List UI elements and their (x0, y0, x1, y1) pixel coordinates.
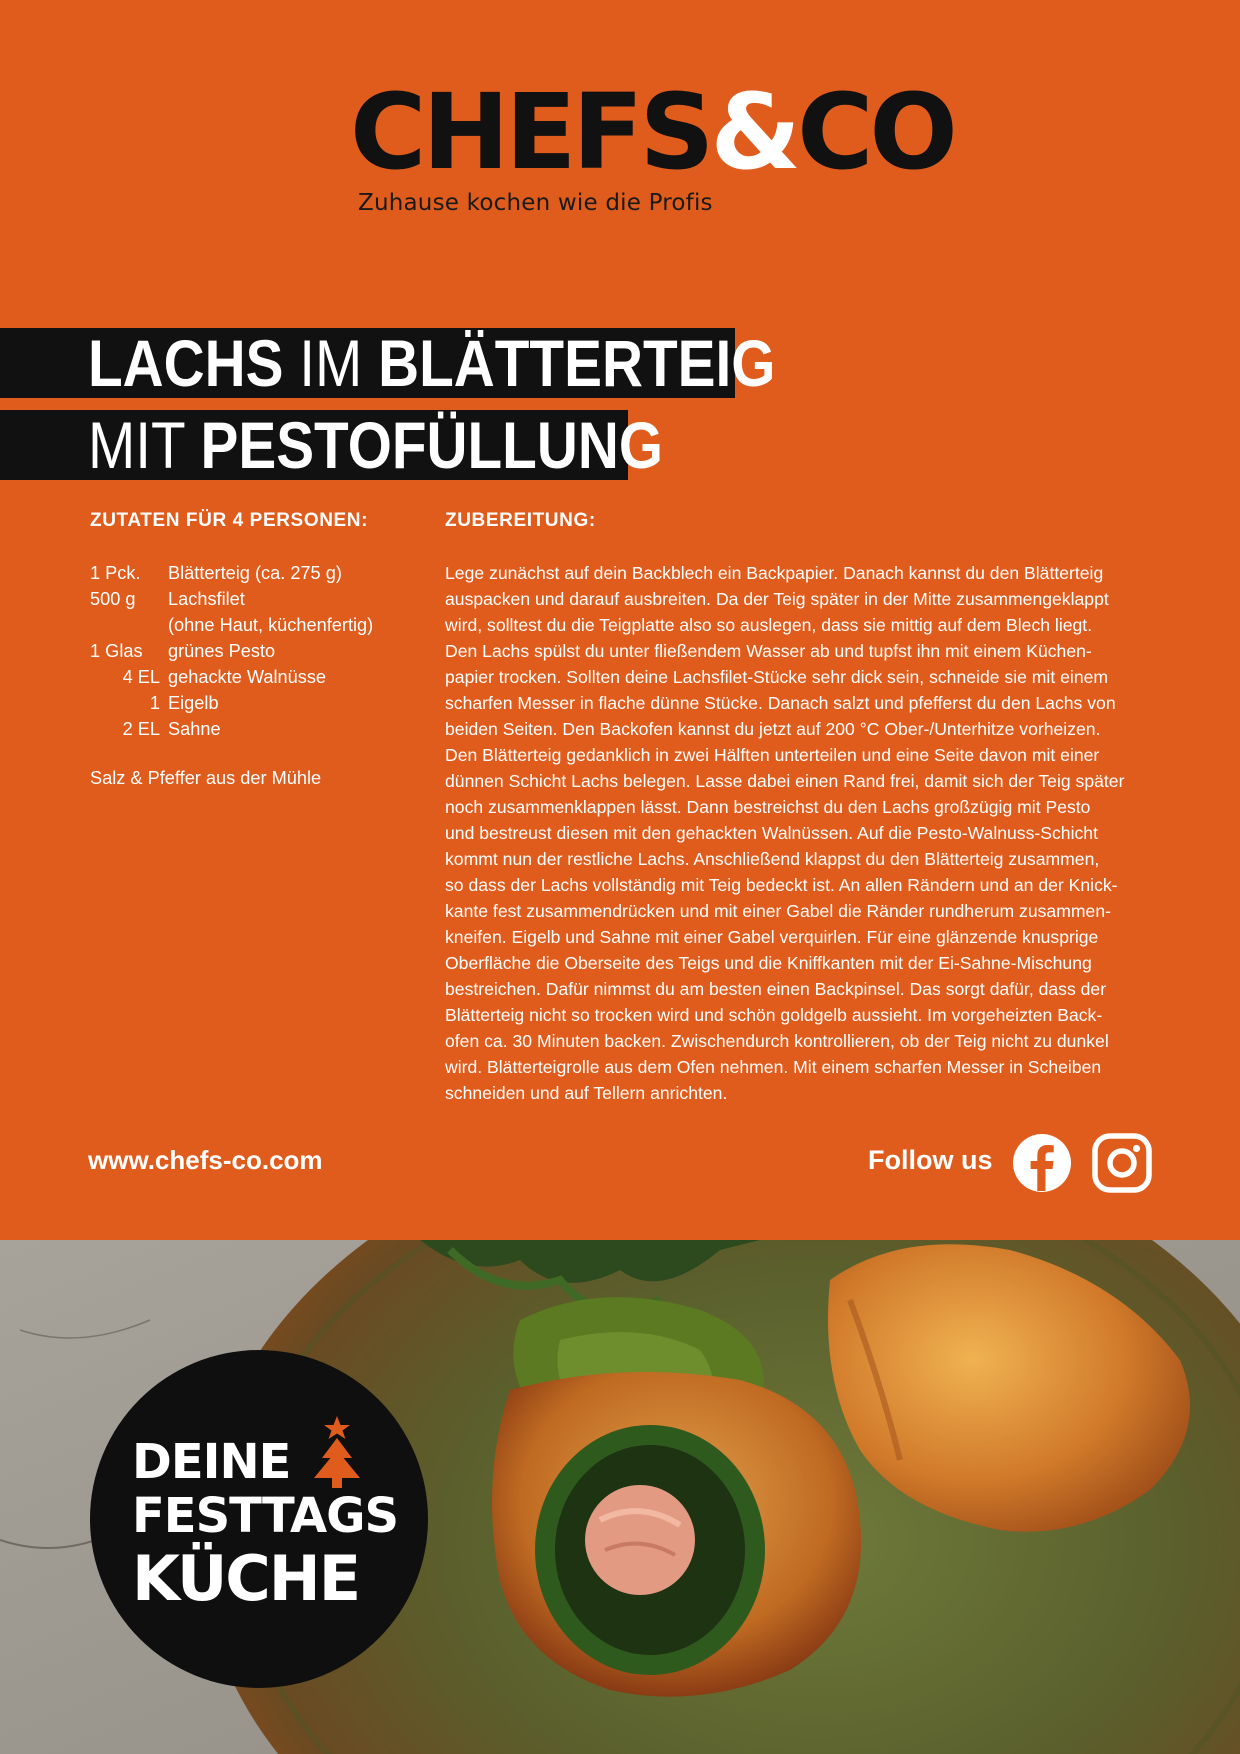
preparation-line: wird, solltest du die Teigplatte also so auslegen, dass sie mittig auf dem Blech liegt. (445, 615, 1093, 635)
instagram-icon[interactable] (1092, 1133, 1152, 1193)
preparation-line: Lege zunächst auf dein Backblech ein Backpapier. Danach kannst du den Blätterteig (445, 563, 1104, 583)
ingredient-row (90, 638, 430, 664)
preparation-line: und bestreust diesen mit den gehackten Walnüssen. Auf die Pesto-Walnuss-Schicht (445, 823, 1098, 843)
preparation-line: kneifen. Eigelb und Sahne mit einer Gabel verquirlen. Für eine glänzende knusprige (445, 927, 1099, 947)
title-bar-line-1 (0, 326, 776, 400)
preparation-line: wird. Blätterteigrolle aus dem Ofen nehmen. Mit einem scharfen Messer in Scheiben (445, 1057, 1102, 1077)
title-bar-line-2 (0, 408, 663, 482)
ingredient-qty: 2 EL (122, 719, 160, 739)
preparation-text (445, 560, 1157, 1106)
ingredient-name: Lachsfilet (168, 589, 245, 609)
ingredient-qty: 500 g (90, 589, 136, 609)
ingredient-row (90, 612, 430, 638)
ingredient-qty (90, 612, 168, 638)
ingredients-heading: ZUTATEN FÜR 4 PERSONEN: (90, 510, 369, 531)
preparation-line: dünnen Schicht Lachs belegen. Lasse dabei einen Rand frei, damit sich der Teig später (445, 771, 1125, 791)
badge-line-3: KÜCHE (132, 1542, 360, 1615)
ingredient-qty: 4 EL (122, 667, 160, 687)
ingredient-qty: 1 Glas (90, 641, 143, 661)
preparation-line: kante fest zusammendrücken und mit einer Gabel die Ränder rundherum zusammen- (445, 901, 1111, 921)
seasoning-note: Salz & Pfeffer aus der Mühle (90, 768, 322, 788)
logo-main-text: CHEFS (350, 71, 711, 193)
preparation-line: scharfen Messer in flache dünne Stücke. Danach salzt und pfefferst du den Lachs von (445, 693, 1116, 713)
ingredient-qty: 1 Pck. (90, 563, 141, 583)
ingredient-name: Eigelb (168, 693, 219, 713)
logo-ampersand: & (710, 71, 798, 193)
ingredient-row (90, 664, 430, 690)
facebook-icon[interactable] (1012, 1133, 1072, 1193)
ingredient-row (90, 690, 430, 716)
preparation-line: auspacken und darauf ausbreiten. Da der Teig später in der Mitte zusammengeklappt (445, 589, 1109, 609)
preparation-line: Oberfläche die Oberseite des Teigs und die Kniffkanten mit der Ei-Sahne-Mischung (445, 953, 1092, 973)
ingredient-row (90, 560, 430, 586)
title-word-pestofuellung: PESTOFÜLLUNG (200, 408, 663, 482)
follow-us-label: Follow us (868, 1145, 993, 1175)
ingredients-list (90, 560, 430, 742)
title-word-mit: MIT (88, 408, 201, 482)
christmas-tree-icon (308, 1416, 366, 1492)
preparation-line: papier trocken. Sollten deine Lachsfilet-Stücke sehr dick sein, schneide sie mit einem (445, 667, 1109, 687)
preparation-line: Den Blätterteig gedanklich in zwei Hälften unterteilen und eine Seite davon mit einer (445, 745, 1100, 765)
badge-line-2: FESTTAGS (132, 1488, 399, 1544)
preparation-line: beiden Seiten. Den Backofen kannst du jetzt auf 200 °C Ober-/Unterhitze vorheizen. (445, 719, 1101, 739)
brand-tagline: Zuhause kochen wie die Profis (358, 190, 713, 216)
title-word-blaetterteig: BLÄTTERTEIG (378, 326, 776, 400)
preparation-heading: ZUBEREITUNG: (445, 510, 596, 531)
website-link[interactable]: www.chefs-co.com (88, 1145, 323, 1175)
ingredient-name: Sahne (168, 719, 221, 739)
preparation-line: Blätterteig nicht so trocken wird und schön goldgelb aussieht. Im vorgeheizten Back- (445, 1005, 1103, 1025)
title-word-lachs: LACHS (88, 326, 284, 400)
preparation-line: bestreichen. Dafür nimmst du am besten einen Backpinsel. Das sorgt dafür, dass der (445, 979, 1107, 999)
festive-badge (90, 1350, 428, 1688)
title-word-im: IM (283, 326, 379, 400)
badge-line-1: DEINE (132, 1434, 291, 1490)
ingredient-qty: 1 (149, 693, 160, 713)
ingredient-name: grünes Pesto (168, 641, 276, 661)
ingredient-name: (ohne Haut, küchenfertig) (168, 615, 374, 635)
preparation-line: Den Lachs spülst du unter fließendem Wasser ab und tupfst ihn mit einem Küchen- (445, 641, 1092, 661)
ingredient-name: gehackte Walnüsse (168, 667, 327, 687)
ingredient-row (90, 716, 430, 742)
preparation-line: kommt nun der restliche Lachs. Anschließend klappst du den Blätterteig zusammen, (445, 849, 1100, 869)
preparation-line: noch zusammenklappen lässt. Dann bestreichst du den Lachs großzügig mit Pesto (445, 797, 1091, 817)
brand-logo (350, 71, 954, 193)
preparation-line: ofen ca. 30 Minuten backen. Zwischendurch kontrollieren, ob der Teig nicht zu dunkel (445, 1031, 1109, 1051)
preparation-line: so dass der Lachs vollständig mit Teig bedeckt ist. An allen Rändern und an der Knick- (445, 875, 1118, 895)
logo-tail-text: CO (797, 71, 954, 193)
ingredient-row (90, 586, 430, 612)
preparation-line: schneiden und auf Tellern anrichten. (445, 1083, 728, 1103)
ingredient-name: Blätterteig (ca. 275 g) (168, 563, 342, 583)
